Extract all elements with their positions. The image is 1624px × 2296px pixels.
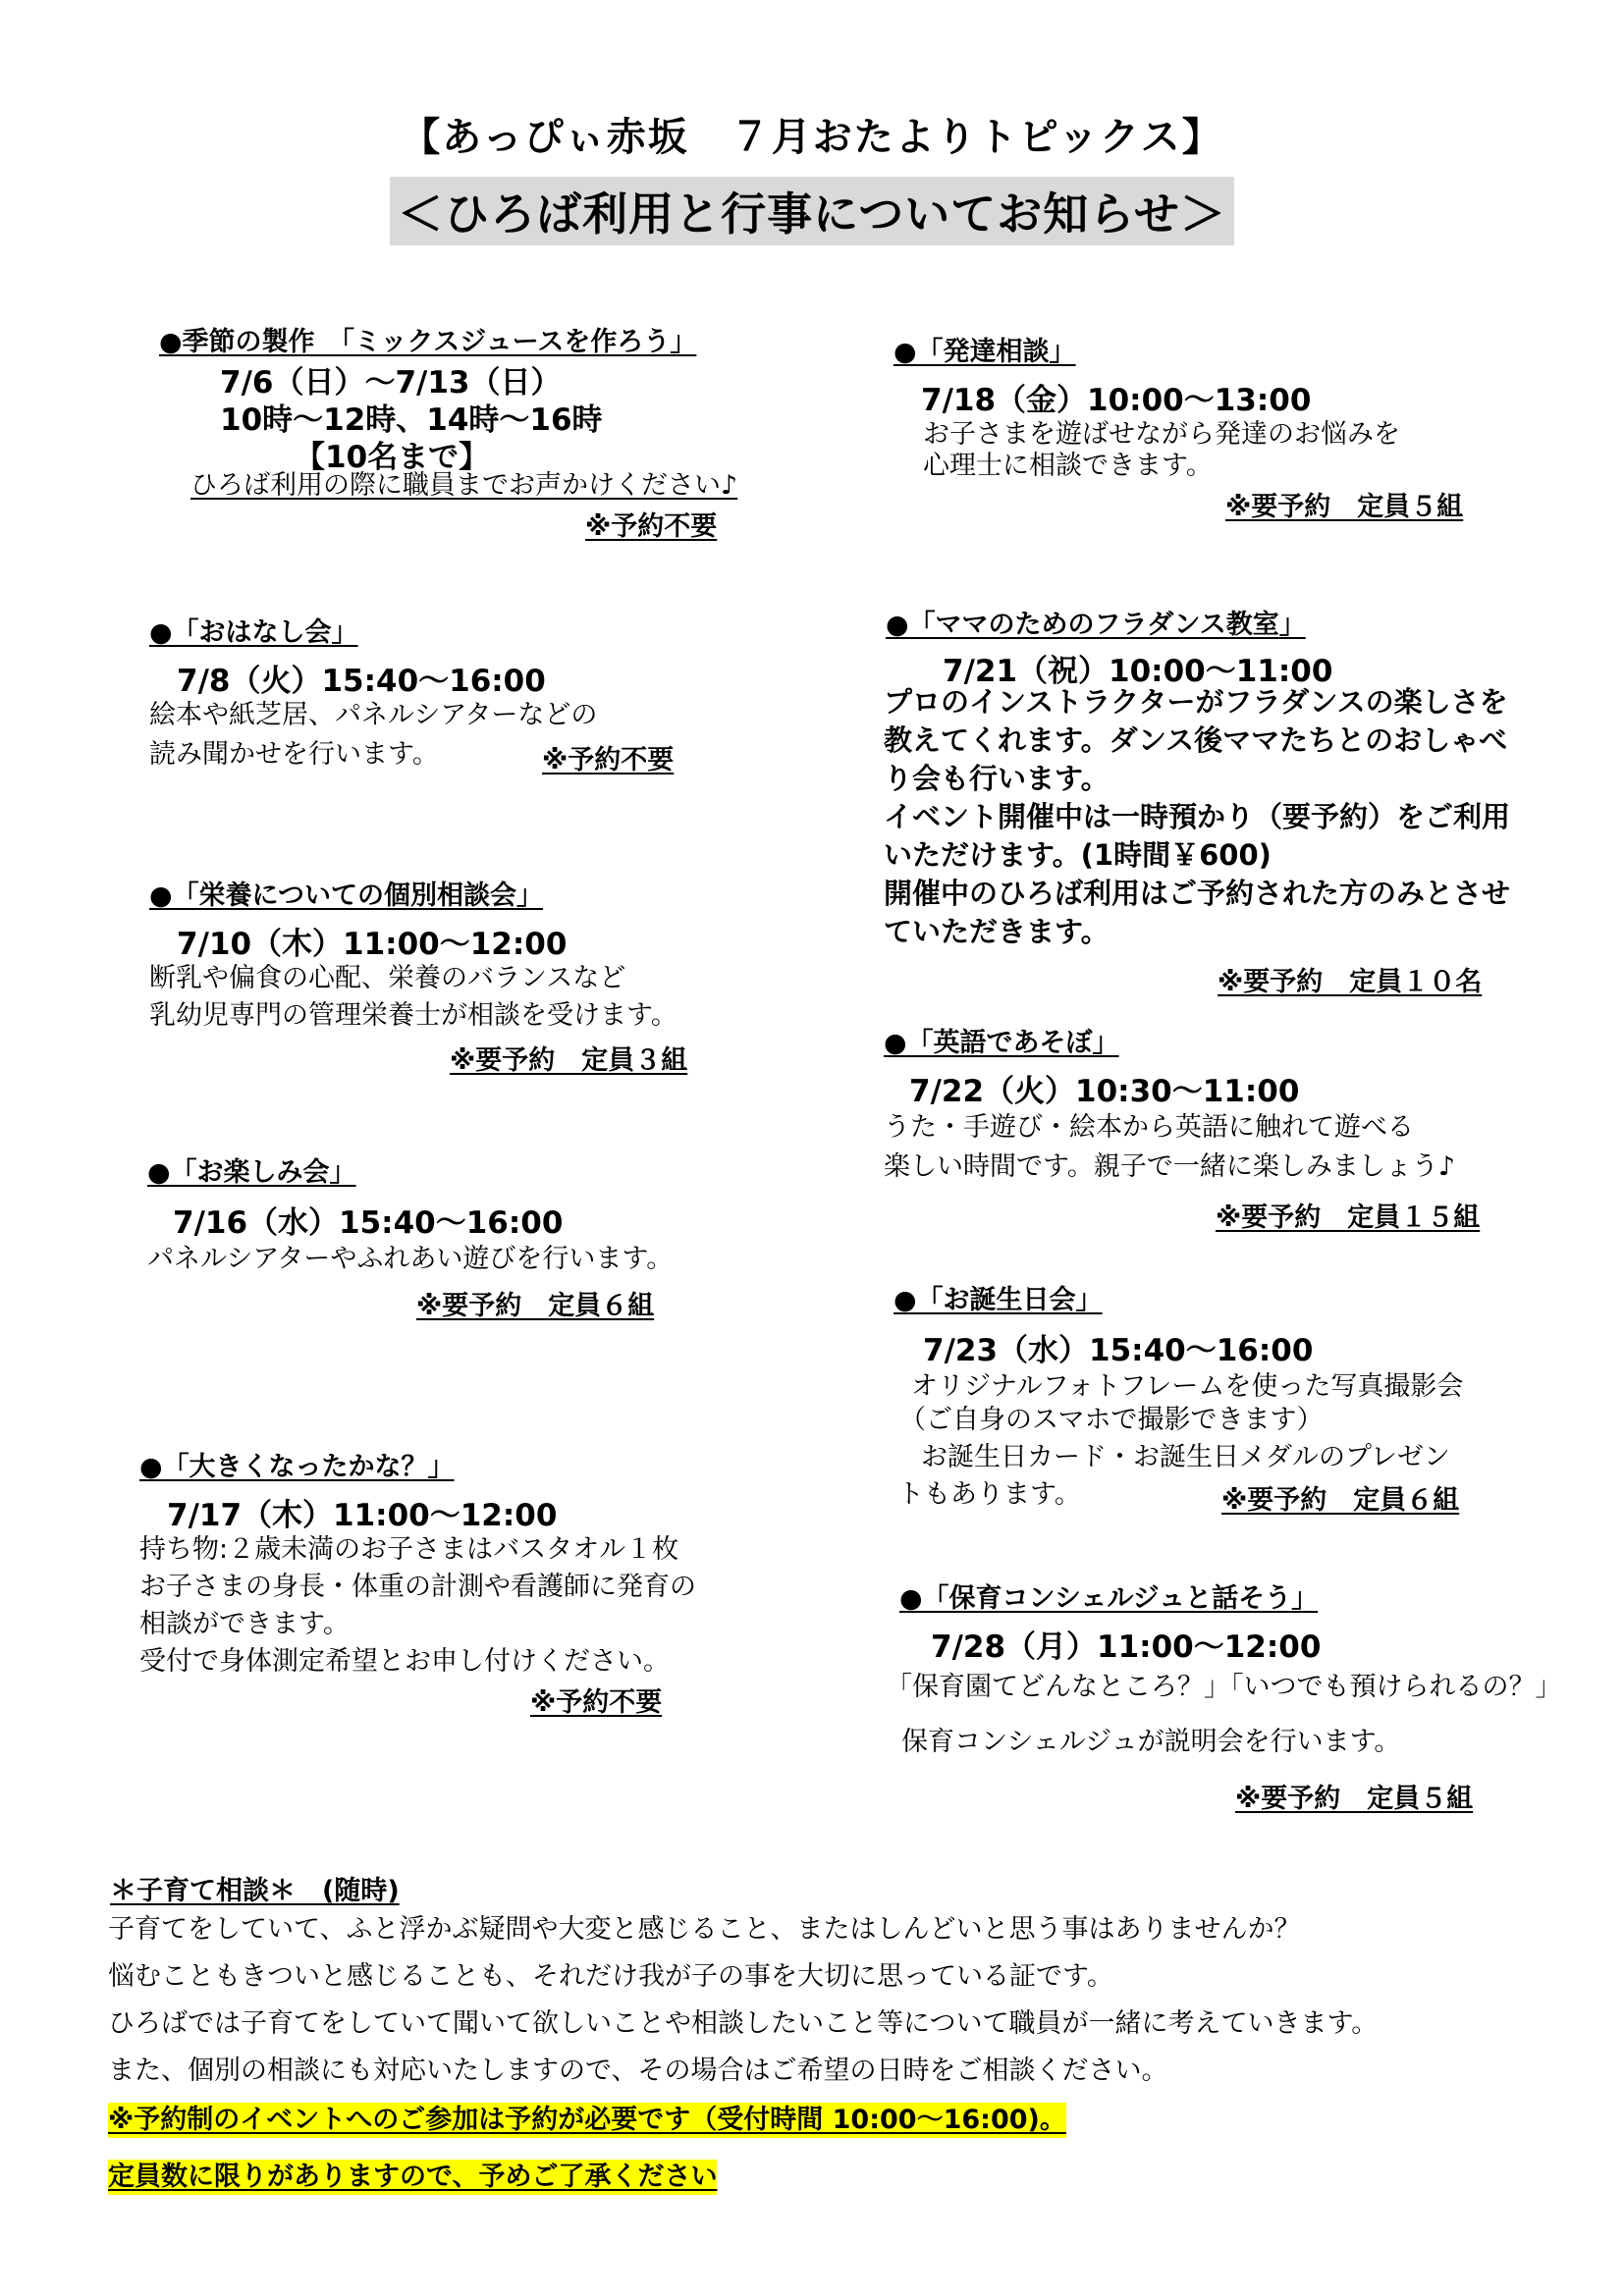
event-heading-development: ●「発達相談」 bbox=[893, 337, 1076, 367]
event-note-growth: ※予約不要 bbox=[530, 1687, 663, 1718]
event-desc-growth-4: 受付で身体測定希望とお申し付けください。 bbox=[139, 1646, 670, 1677]
event-desc-birthday-2: （ご自身のスマホで撮影できます） bbox=[899, 1405, 1324, 1435]
event-desc-growth-2: お子さまの身長・体重の計測や看護師に発育の bbox=[139, 1572, 696, 1602]
reservation-notice-highlight: ※予約制のイベントへのご参加は予約が必要です（受付時間 10:00～16:00)。 bbox=[108, 2103, 1066, 2138]
event-desc-hula-4: イベント開催中は一時預かり（要予約）をご利用 bbox=[884, 800, 1511, 833]
event-date-nutrition: 7/10（木）11:00～12:00 bbox=[177, 927, 568, 962]
event-desc-ohanashi-1: 絵本や紙芝居、パネルシアターなどの bbox=[149, 700, 598, 730]
event-date-ohanashi: 7/8（火）15:40～16:00 bbox=[177, 664, 546, 699]
event-date-birthday: 7/23（水）15:40～16:00 bbox=[923, 1333, 1314, 1368]
event-desc-concierge-1: 「保育園てどんなところ？」「いつでも預けられるの？」 bbox=[886, 1672, 1562, 1702]
event-note-development: ※要予約 定員５組 bbox=[1225, 492, 1464, 522]
consult-line-3: ひろばでは子育てをしていて聞いて欲しいことや相談したいこと等について職員が一緒に考えていきます。 bbox=[108, 2008, 1379, 2039]
event-heading-juice: ●季節の製作 「ミックスジュースを作ろう」 bbox=[159, 327, 697, 357]
event-desc-ohanashi-2: 読み聞かせを行います。 bbox=[149, 739, 439, 770]
page-subtitle-wrap bbox=[0, 177, 1624, 245]
event-date-hula: 7/21（祝）10:00～11:00 bbox=[943, 654, 1333, 689]
event-date-juice: 7/6（日）～7/13（日） bbox=[220, 365, 562, 400]
event-note-concierge: ※要予約 定員５組 bbox=[1235, 1784, 1474, 1814]
event-desc-hula-1: プロのインストラクターがフラダンスの楽しさを bbox=[884, 685, 1508, 719]
event-date-english: 7/22（火）10:30～11:00 bbox=[909, 1074, 1300, 1109]
event-note-ohanashi: ※予約不要 bbox=[542, 745, 675, 775]
event-date-concierge: 7/28（月）11:00～12:00 bbox=[931, 1629, 1322, 1665]
event-note-birthday: ※要予約 定員６組 bbox=[1221, 1485, 1460, 1516]
event-note-hula: ※要予約 定員１０名 bbox=[1218, 967, 1483, 997]
event-desc-birthday-3: お誕生日カード・お誕生日メダルのプレゼン bbox=[921, 1442, 1450, 1472]
event-note-english: ※要予約 定員１５組 bbox=[1216, 1202, 1481, 1233]
consult-line-4: また、個別の相談にも対応いたしますので、その場合はご希望の日時をご相談ください。 bbox=[108, 2056, 1168, 2086]
event-note-juice: ※予約不要 bbox=[585, 511, 718, 542]
event-desc-development-2: 心理士に相談できます。 bbox=[923, 451, 1213, 481]
event-desc-birthday-1: オリジナルフォトフレームを使った写真撮影会 bbox=[911, 1371, 1464, 1402]
capacity-notice-highlight: 定員数に限りがありますので、予めご了承ください bbox=[108, 2160, 717, 2195]
event-desc-hula-7: ていただきます。 bbox=[884, 915, 1110, 948]
event-time-juice: 10時～12時、14時～16時 bbox=[220, 402, 603, 438]
event-desc-birthday-4: トもあります。 bbox=[897, 1479, 1081, 1510]
event-heading-hula: ●「ママのためのフラダンス教室」 bbox=[886, 610, 1306, 640]
event-desc-hula-6: 開催中のひろば利用はご予約された方のみとさせ bbox=[884, 877, 1511, 910]
event-date-otanoshimi: 7/16（水）15:40～16:00 bbox=[173, 1205, 564, 1241]
page-subtitle: ＜ひろば利用と行事についてお知らせ＞ bbox=[390, 177, 1234, 245]
event-desc-hula-5: いただけます。(1時間￥600) bbox=[884, 838, 1272, 872]
event-desc-english-2: 楽しい時間です。親子で一緒に楽しみましょう♪ bbox=[884, 1151, 1456, 1182]
event-desc-development-1: お子さまを遊ばせながら発達のお悩みを bbox=[923, 419, 1400, 450]
event-desc-concierge-2: 保育コンシェルジュが説明会を行います。 bbox=[901, 1727, 1401, 1757]
event-date-development: 7/18（金）10:00～13:00 bbox=[921, 383, 1312, 418]
event-desc-hula-3: り会も行います。 bbox=[884, 762, 1110, 795]
event-desc-hula-2: 教えてくれます。ダンス後ママたちとのおしゃべ bbox=[884, 723, 1508, 757]
event-heading-otanoshimi: ●「お楽しみ会」 bbox=[147, 1157, 356, 1188]
event-note-nutrition: ※要予約 定員３組 bbox=[450, 1045, 688, 1076]
event-desc-nutrition-2: 乳幼児専門の管理栄養士が相談を受けます。 bbox=[149, 1000, 677, 1031]
event-heading-growth: ●「大きくなったかな？」 bbox=[139, 1452, 455, 1482]
event-heading-birthday: ●「お誕生日会」 bbox=[893, 1285, 1103, 1315]
event-desc-juice: ひろば利用の際に職員までお声かけください♪ bbox=[190, 470, 738, 501]
event-desc-nutrition-1: 断乳や偏食の心配、栄養のバランスなど bbox=[149, 963, 626, 993]
consult-line-2: 悩むこともきついと感じることも、それだけ我が子の事を大切に思っている証です。 bbox=[108, 1961, 1113, 1992]
event-date-growth: 7/17（木）11:00～12:00 bbox=[167, 1498, 558, 1533]
page-title: 【あっぴぃ赤坂 ７月おたよりトピックス】 bbox=[401, 115, 1223, 160]
event-desc-growth-3: 相談ができます。 bbox=[139, 1609, 350, 1639]
consult-heading: ＊子育て相談＊ (随時) bbox=[110, 1876, 400, 1906]
event-note-otanoshimi: ※要予約 定員６組 bbox=[416, 1291, 655, 1321]
event-heading-concierge: ●「保育コンシェルジュと話そう」 bbox=[899, 1583, 1319, 1614]
event-capacity-juice: 【10名まで】 bbox=[295, 440, 490, 475]
event-heading-nutrition: ●「栄養についての個別相談会」 bbox=[149, 881, 544, 911]
consult-line-1: 子育てをしていて、ふと浮かぶ疑問や大変と感じること、またはしんどいと思う事はありませんか？ bbox=[108, 1914, 1301, 1945]
event-heading-ohanashi: ●「おはなし会」 bbox=[149, 617, 358, 648]
event-desc-english-1: うた・手遊び・絵本から英語に触れて遊べる bbox=[884, 1112, 1414, 1143]
event-heading-english: ●「英語であそぼ」 bbox=[884, 1028, 1119, 1058]
event-desc-growth-1: 持ち物:２歳未満のお子さまはバスタオル１枚 bbox=[139, 1534, 679, 1565]
event-desc-otanoshimi: パネルシアターやふれあい遊びを行います。 bbox=[147, 1244, 674, 1274]
